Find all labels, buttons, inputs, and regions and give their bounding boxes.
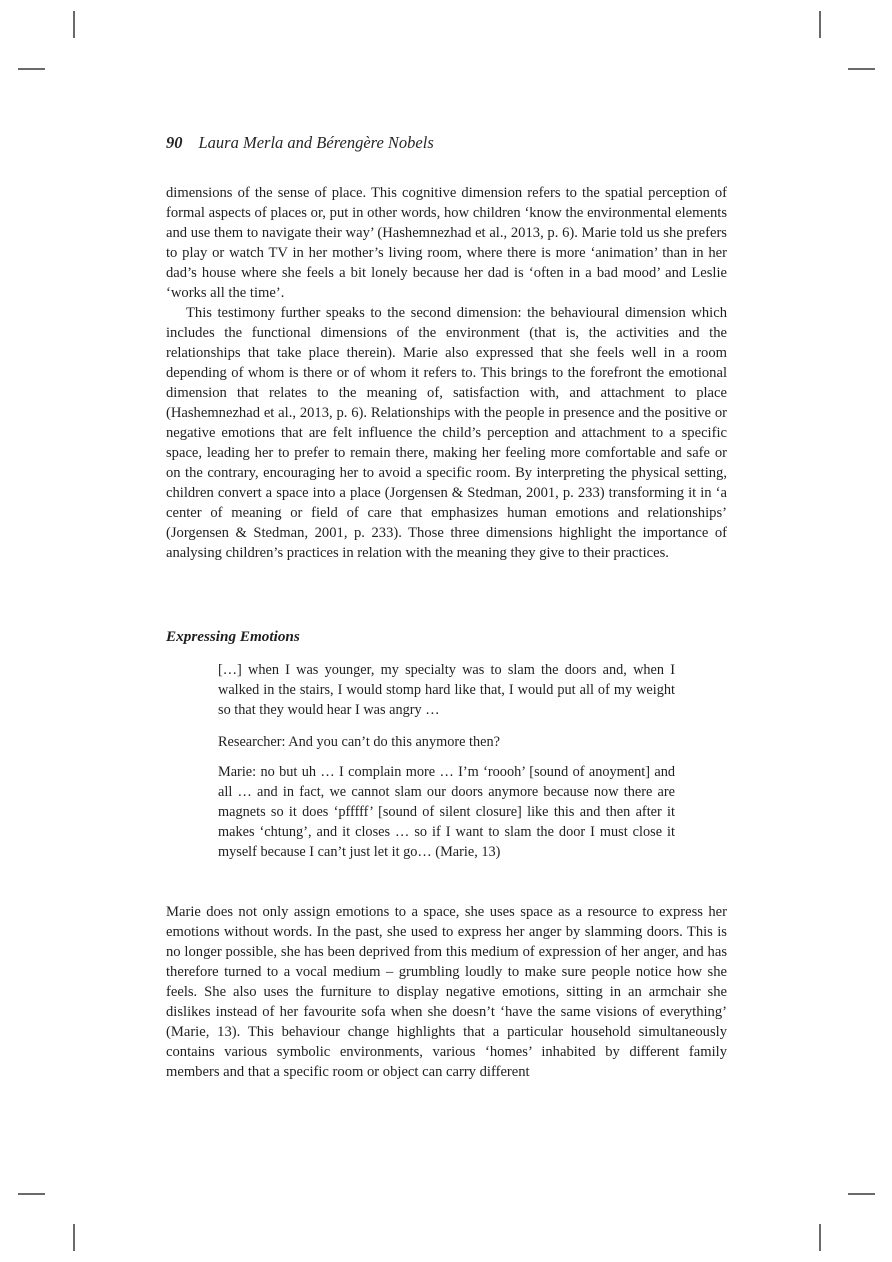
quote-text-1: […] when I was younger, my specialty was to slam the doors and, when I walked in the stairs, I would stomp hard like that, I would put all of my weight so that they would hear I was angry … (218, 662, 675, 718)
body-text-lower (166, 902, 727, 1082)
crop-mark-top-right (819, 11, 821, 38)
paragraph-2: This testimony further speaks to the second dimension: the behavioural dimension which includes the functional dimensions of the environment (that is, the activities and the relationships that take place therein). Marie also expressed that she feels well in a room depending of whom is there or of whom it refers to. This brings to the forefront the emotional dimension that relates to the meaning of, satisfaction with, and attachment to place (Hashemnezhad et al., 2013, p. 6). Relationships with the people in presence and the positive or negative emotions that are felt influence the child’s perception and attachment to a specific space, leading her to prefer to remain there, making her feeling more comfortable and safe or on the contrary, encouraging her to avoid a specific room. By interpreting the physical setting, children convert a space into a place (Jorgensen & Stedman, 2001, p. 233) transforming it in ‘a center of meaning or field of care that emphasizes human emotions and relationships’ (Jorgensen & Stedman, 2001, p. 233). Those three dimensions highlight the importance of analysing children’s practices in relation with the meaning they give to their practices. (166, 305, 727, 561)
crop-mark-top-left (73, 11, 75, 38)
crop-mark-left-top (18, 68, 45, 70)
crop-mark-right-top (848, 68, 875, 70)
crop-mark-left-bottom (18, 1193, 45, 1195)
crop-mark-bottom-left (73, 1224, 75, 1251)
block-quote-3 (218, 762, 675, 862)
crop-mark-bottom-right (819, 1224, 821, 1251)
paragraph-1: dimensions of the sense of place. This cognitive dimension refers to the spatial perception of formal aspects of places or, put in other words, how children ‘know the environmental elements and use them to navigate their way’ (Hashemnezhad et al., 2013, p. 6). Marie told us she prefers to play or watch TV in her mother’s living room, where there is more ‘animation’ than in her dad’s house where she feels a bit lonely because her dad is ‘often in a bad mood’ and Leslie ‘works all the time’. (166, 185, 727, 301)
section-heading: Expressing Emotions (166, 628, 300, 645)
quote-text-3: Marie: no but uh … I complain more … I’m ‘roooh’ [sound of anoyment] and all … and in fact, we cannot slam our doors anymore because now there are magnets so it does ‘pfffff’ [sound of silent closure] like this and then after it makes ‘chtung’, and it closes … so if I want to slam the door I must close it myself because I can’t just let it go… (Marie, 13) (218, 764, 675, 860)
paragraph-3: Marie does not only assign emotions to a space, she uses space as a resource to express her emotions without words. In the past, she used to express her anger by slamming doors. This is no longer possible, she has been deprived from this medium of expression of her anger, and has therefore turned to a vocal medium – grumbling loudly to make sure people notice how she feels. She also uses the furniture to display negative emotions, sitting in an armchair she dislikes instead of her favourite sofa when she doesn’t ‘have the same visions of everything’ (Marie, 13). This behaviour change highlights that a particular household simultaneously contains various symbolic environments, various ‘homes’ inhabited by different family members and that a specific room or object can carry different (166, 904, 727, 1080)
block-quote-1 (218, 660, 675, 720)
crop-mark-right-bottom (848, 1193, 875, 1195)
quote-text-2: Researcher: And you can’t do this anymore then? (218, 734, 501, 750)
running-header (166, 133, 434, 153)
block-quote-2 (218, 732, 675, 752)
page-number: 90 (166, 133, 183, 152)
body-text-upper (166, 183, 727, 563)
running-header-authors: Laura Merla and Bérengère Nobels (198, 133, 434, 152)
